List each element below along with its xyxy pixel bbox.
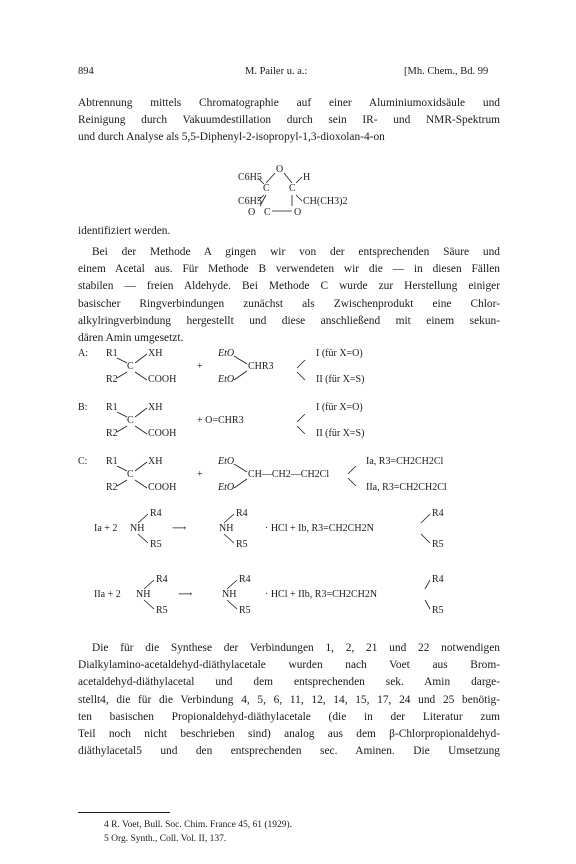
aldehyde-reagent: + O=CHR3 xyxy=(197,415,244,426)
synthesis-line: Die für die Synthese der Verbindungen 1, 2, 21 und 22 notwendigen xyxy=(92,642,500,654)
product-iia-label: IIa, R3=CH2CH2Cl xyxy=(366,482,447,493)
hydrogen-label: H xyxy=(303,172,311,183)
methods-line: alkylringverbindung hergestellt und diese anschließend mit einem sekun- xyxy=(78,314,500,327)
xh-label: XH xyxy=(148,402,163,413)
synthesis-line: stellt4, die für die Verbindung 4, 5, 6, 11, 12, 14, 15, 17, 24 und 25 benötig- xyxy=(78,693,500,706)
cooh-label: COOH xyxy=(148,482,177,493)
carbonyl-carbon: C xyxy=(264,207,271,218)
r4-label: R4 xyxy=(150,508,162,519)
product-ia-label: Ia, R3=CH2CH2Cl xyxy=(366,456,444,467)
chloropropyl-chain: CH—CH2—CH2Cl xyxy=(248,469,330,480)
method-c-scheme xyxy=(78,456,447,493)
method-label: B: xyxy=(78,402,88,413)
r1-label: R1 xyxy=(106,456,118,467)
intro-line: und durch Analyse als 5,5-Diphenyl-2-isopropyl-1,3-dioxolan-4-on xyxy=(78,131,385,144)
r1-label: R1 xyxy=(106,348,118,359)
ethoxy-label: EtO xyxy=(218,456,235,467)
synthesis-paragraph xyxy=(78,640,500,760)
r4-label: R4 xyxy=(236,508,248,519)
r4-label: R4 xyxy=(432,574,444,585)
plus-sign: + xyxy=(197,361,203,372)
r1-label: R1 xyxy=(106,402,118,413)
chr3-label: CHR3 xyxy=(248,361,274,372)
synthesis-line: Dialkylamino-acetaldehyd-diäthylacetale wurden nach Voet aus Brom- xyxy=(78,659,500,672)
r5-label: R5 xyxy=(432,605,444,616)
method-label: C: xyxy=(78,456,88,467)
reactant-iia: IIa + 2 xyxy=(94,589,121,600)
phenyl-label: C6H5 xyxy=(238,196,262,207)
r4-label: R4 xyxy=(156,574,168,585)
intro-line: Abtrennung mittels Chromatographie auf einer Aluminiumoxidsäule und xyxy=(78,97,500,109)
central-carbon: C xyxy=(127,361,134,372)
synthesis-line: acetaldehyd-diäthylacetal und dem entsprechenden sek. Amin darge- xyxy=(78,676,500,689)
methods-line: dären Amin umgesetzt. xyxy=(78,332,184,345)
central-carbon: C xyxy=(127,415,134,426)
dioxolanone-structure xyxy=(238,164,347,218)
isopropyl-label: CH(CH3)2 xyxy=(303,196,348,207)
cooh-label: COOH xyxy=(148,374,177,385)
xh-label: XH xyxy=(148,456,163,467)
amine-nh: NH xyxy=(219,523,234,534)
r5-label: R5 xyxy=(156,605,168,616)
amine-reaction-iia xyxy=(94,574,444,616)
method-a-scheme xyxy=(78,348,364,385)
r5-label: R5 xyxy=(236,539,248,550)
amine-nh: NH xyxy=(222,589,237,600)
ring-oxygen-top: O xyxy=(276,164,284,175)
amine-nh: NH xyxy=(130,523,145,534)
synthesis-line: ten basischen Propionaldehyd-diäthylacetale (die in der Literatur zum xyxy=(78,710,500,723)
product-i-label: I (für X=O) xyxy=(316,402,363,413)
product-ii-label: II (für X=S) xyxy=(316,428,365,439)
r5-label: R5 xyxy=(432,539,444,550)
ring-oxygen: O xyxy=(294,207,302,218)
hcl-and-ib: · HCl + Ib, R3=CH2CH2N xyxy=(265,523,374,534)
ethoxy-label: EtO xyxy=(218,482,235,493)
hcl-and-iib: · HCl + IIb, R3=CH2CH2N xyxy=(265,589,378,600)
reaction-arrow: ⟶ xyxy=(172,523,187,534)
ring-carbon: C xyxy=(289,183,296,194)
ethoxy-label: EtO xyxy=(218,348,235,359)
ethoxy-label: EtO xyxy=(218,374,235,385)
reaction-arrow: ⟶ xyxy=(178,589,193,600)
cooh-label: COOH xyxy=(148,428,177,439)
phenyl-label: C6H5 xyxy=(238,172,262,183)
xh-label: XH xyxy=(148,348,163,359)
methods-line: einem Acetal aus. Für Methode B verwendeten wir die — in diesen Fällen xyxy=(78,263,500,276)
synthesis-line: Teil noch nicht beschrieben sind) analog aus dem β-Chlorpropionaldehyd- xyxy=(78,728,500,741)
r4-label: R4 xyxy=(239,574,251,585)
methods-line: Bei der Methode A gingen wir von der entsprechenden Säure und xyxy=(92,246,500,258)
footnote-rule xyxy=(78,812,170,813)
reactant-ia: Ia + 2 xyxy=(94,523,118,534)
ring-carbon: C xyxy=(263,183,270,194)
page-number: 894 xyxy=(78,66,94,77)
method-label: A: xyxy=(78,348,88,359)
footnote: 5 Org. Synth., Coll. Vol. II, 137. xyxy=(104,834,227,844)
methods-line: stabilen — freien Aldehyde. Bei Methode C wurde zur Herstellung einiger xyxy=(78,280,500,293)
methods-line: basischer Ringverbindungen zunächst als Zwischenprodukt eine Chlor- xyxy=(78,297,500,310)
r2-label: R2 xyxy=(106,374,118,385)
r4-label: R4 xyxy=(432,508,444,519)
journal-reference: [Mh. Chem., Bd. 99 xyxy=(404,66,489,77)
ring-oxygen: O xyxy=(248,207,256,218)
r2-label: R2 xyxy=(106,482,118,493)
product-ii-label: II (für X=S) xyxy=(316,374,365,385)
intro-line: Reinigung durch Vakuumdestillation durch sein IR- und NMR-Spektrum xyxy=(78,114,500,127)
central-carbon: C xyxy=(127,469,134,480)
method-b-scheme xyxy=(78,402,364,439)
methods-paragraph xyxy=(78,244,500,347)
footnote: 4 R. Voet, Bull. Soc. Chim. France 45, 61 (1929). xyxy=(104,820,293,830)
product-i-label: I (für X=O) xyxy=(316,348,363,359)
intro-tail: identifiziert werden. xyxy=(78,225,171,237)
amine-nh: NH xyxy=(136,589,151,600)
plus-sign: + xyxy=(197,469,203,480)
r5-label: R5 xyxy=(150,539,162,550)
synthesis-line: diäthylacetal5 und den entsprechenden sec. Aminen. Die Umsetzung xyxy=(78,745,500,758)
amine-reaction-ia xyxy=(94,508,444,550)
r2-label: R2 xyxy=(106,428,118,439)
r5-label: R5 xyxy=(239,605,251,616)
running-authors: M. Pailer u. a.: xyxy=(245,66,308,77)
